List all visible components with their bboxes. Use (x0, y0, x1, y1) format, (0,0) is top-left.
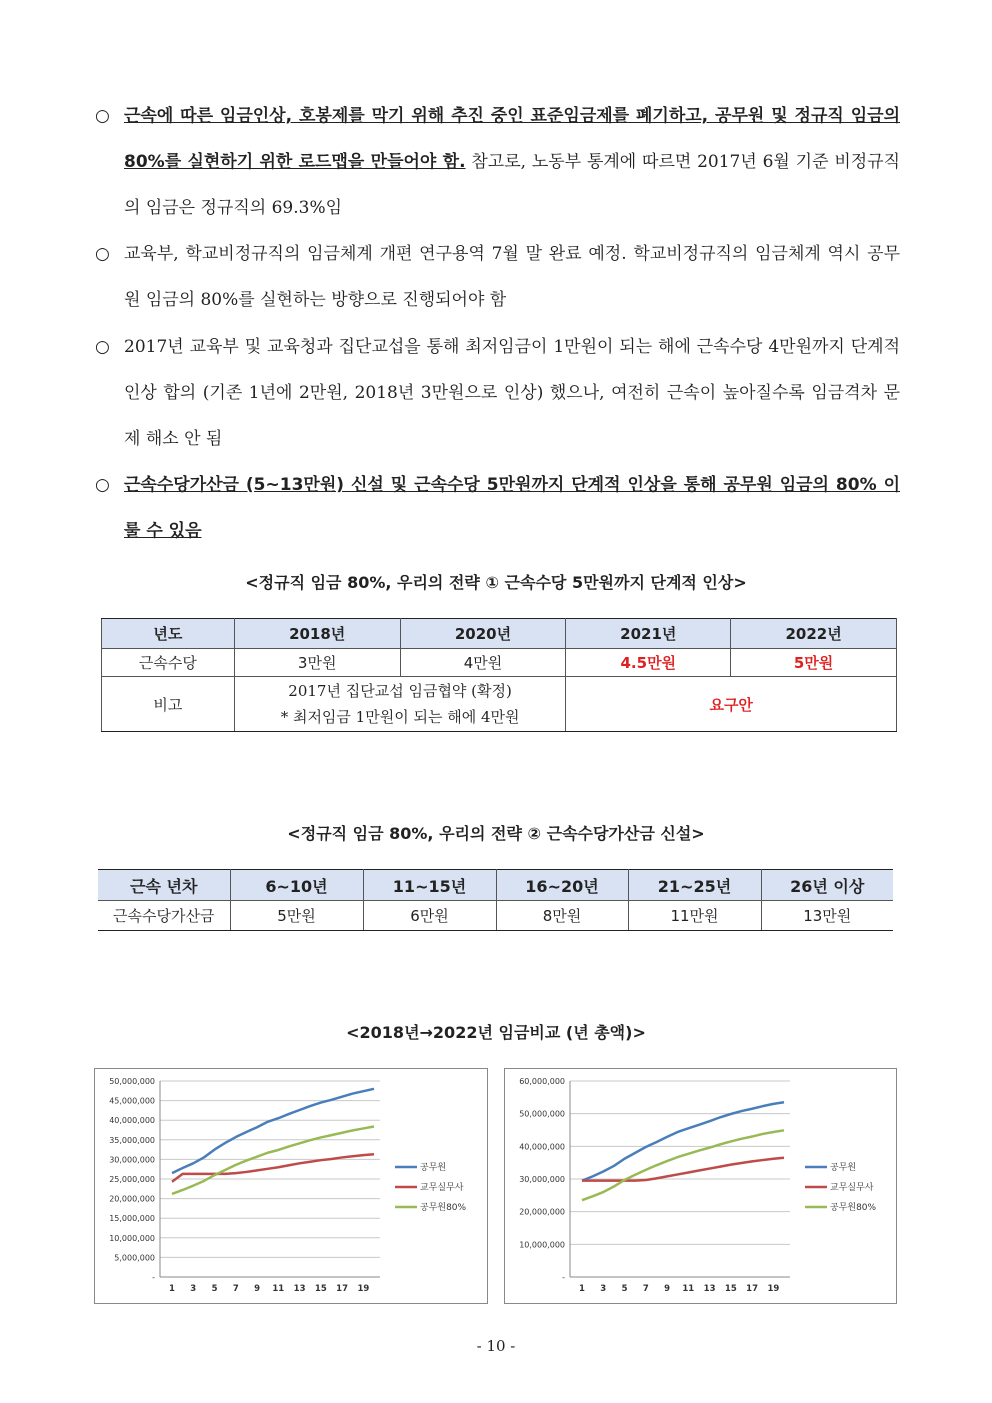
header-cell: 2022년 (731, 619, 897, 649)
allowance-plan-table (101, 618, 897, 732)
x-tick-label: 1 (169, 1284, 175, 1294)
y-tick-label: 20,000,000 (109, 1194, 155, 1204)
y-tick-label: - (562, 1273, 565, 1282)
header-cell: 근속 년차 (98, 870, 230, 901)
legend-label: 교무실무사 (420, 1183, 464, 1193)
x-tick-label: 3 (600, 1284, 607, 1294)
chart-caption: <2018년→2022년 임금비교 (년 총액)> (346, 1023, 646, 1042)
x-tick-label: 11 (272, 1284, 285, 1294)
y-tick-label: 40,000,000 (109, 1116, 155, 1126)
bullet-mark: ○ (95, 475, 110, 495)
note-line: 2017년 집단교섭 임금협약 (확정) (288, 682, 512, 700)
y-tick-label: 40,000,000 (519, 1142, 565, 1152)
page-number: - 10 - (476, 1337, 516, 1355)
table-cell: 8만원 (496, 901, 628, 931)
y-tick-label: 50,000,000 (109, 1077, 155, 1086)
legend-label: 공무원 (420, 1163, 447, 1173)
wage-chart-right (504, 1068, 897, 1304)
y-tick-label: 15,000,000 (109, 1214, 155, 1224)
row-label: 근속수당가산금 (98, 901, 230, 931)
table-cell: 5만원 (230, 901, 363, 931)
x-tick-label: 11 (682, 1284, 695, 1294)
legend-label: 교무실무사 (830, 1183, 874, 1193)
bullet-text: 교육부, 학교비정규직의 임금체계 개편 연구용역 7월 말 완료 예정. 학교비정규직의 임금체계 역시 공무원 임금의 80%를 실현하는 방향으로 진행되어야 함 (124, 244, 900, 310)
y-tick-label: 20,000,000 (519, 1207, 565, 1217)
bullet-text: 2017년 교육부 및 교육청과 집단교섭을 통해 최저임금이 1만원이 되는 해에 근속수당 4만원까지 단계적 인상 합의 (기존 1년에 2만원, 2018년 3만원으로 인상) 했으나, 여전히 근속이 높아질수록 임금격차 문제 해소 안 됨 (124, 337, 900, 449)
x-tick-label: 5 (621, 1284, 628, 1294)
x-tick-label: 15 (724, 1284, 737, 1294)
table-cell: 11만원 (628, 901, 761, 931)
x-tick-label: 9 (254, 1284, 261, 1294)
table-row (102, 649, 897, 677)
wage-chart-left (94, 1068, 488, 1304)
header-cell: 26년 이상 (761, 870, 893, 901)
x-tick-label: 1 (579, 1284, 585, 1294)
bullet-mark: ○ (95, 106, 110, 126)
table-cell: 4만원 (400, 649, 566, 677)
y-tick-label: 30,000,000 (519, 1175, 565, 1184)
bullet-item-4 (95, 462, 900, 554)
note-line: * 최저임금 1만원이 되는 해에 4만원 (280, 708, 520, 726)
header-cell: 16~20년 (496, 870, 628, 901)
table-header-row (102, 619, 897, 649)
y-tick-label: 10,000,000 (109, 1233, 155, 1243)
header-cell: 11~15년 (363, 870, 496, 901)
table2-caption: <정규직 임금 80%, 우리의 전략 ② 근속수당가산금 신설> (287, 824, 705, 843)
header-cell: 년도 (102, 619, 235, 649)
bullet-bold-text: 근속에 따른 임금인상, 호봉제를 막기 위해 추진 중인 표준임금제를 폐기하고, 공무원 및 정규직 임금의 80%를 실현하기 위한 로드맵을 만들어야 함. (124, 106, 900, 172)
x-tick-label: 17 (336, 1284, 349, 1294)
bullet-item-2 (95, 231, 900, 323)
y-tick-label: 5,000,000 (114, 1253, 155, 1263)
y-tick-label: 25,000,000 (109, 1175, 155, 1184)
table-header-row (98, 870, 893, 901)
bullet-item-1 (95, 93, 900, 231)
series-line (582, 1158, 784, 1181)
x-tick-label: 3 (190, 1284, 197, 1294)
x-tick-label: 19 (767, 1284, 780, 1294)
table-cell: 13만원 (761, 901, 893, 931)
series-line (172, 1089, 374, 1173)
header-cell: 21~25년 (628, 870, 761, 901)
bullet-text (124, 93, 900, 231)
header-cell: 6~10년 (230, 870, 363, 901)
y-tick-label: 10,000,000 (519, 1240, 565, 1250)
legend-label: 공무원80% (420, 1203, 467, 1213)
series-line (172, 1126, 374, 1193)
bullet-mark: ○ (95, 337, 110, 357)
y-tick-label: - (152, 1273, 155, 1282)
table-cell-highlight: 4.5만원 (566, 649, 731, 677)
x-tick-label: 7 (232, 1284, 239, 1294)
bullet-mark: ○ (95, 244, 110, 264)
header-cell: 2018년 (234, 619, 400, 649)
y-tick-label: 30,000,000 (109, 1155, 155, 1165)
wage-chart-right-svg (505, 1069, 896, 1303)
x-tick-label: 13 (703, 1284, 716, 1294)
allowance-bonus-table (98, 869, 893, 931)
y-tick-label: 35,000,000 (109, 1135, 155, 1145)
row-label: 근속수당 (102, 649, 235, 677)
legend-label: 공무원 (830, 1163, 857, 1173)
x-tick-label: 5 (211, 1284, 218, 1294)
series-line (582, 1130, 784, 1200)
table-cell: 3만원 (234, 649, 400, 677)
y-tick-label: 60,000,000 (519, 1077, 565, 1086)
bullet-item-3 (95, 324, 900, 462)
row-label: 비고 (102, 677, 235, 732)
wage-chart-left-svg (95, 1069, 487, 1303)
table-row (102, 677, 897, 732)
x-tick-label: 13 (293, 1284, 306, 1294)
demand-cell: 요구안 (566, 677, 897, 732)
x-tick-label: 15 (314, 1284, 327, 1294)
y-tick-label: 45,000,000 (109, 1096, 155, 1106)
bullet-plain-text: 참고로, 노동부 통계에 따르면 2017년 6월 기준 비정규직의 임금은 정규직의 69.3%임 (124, 152, 901, 218)
table-row (98, 901, 893, 931)
y-tick-label: 50,000,000 (519, 1109, 565, 1119)
header-cell: 2020년 (400, 619, 566, 649)
bullet-bold-text: 근속수당가산금 (5~13만원) 신설 및 근속수당 5만원까지 단계적 인상을 통해 공무원 임금의 80% 이룰 수 있음 (124, 475, 900, 541)
header-cell: 2021년 (566, 619, 731, 649)
x-tick-label: 19 (357, 1284, 370, 1294)
table-cell: 6만원 (363, 901, 496, 931)
table-cell-highlight: 5만원 (731, 649, 897, 677)
note-cell (234, 677, 566, 732)
legend-label: 공무원80% (830, 1203, 877, 1213)
x-tick-label: 17 (746, 1284, 759, 1294)
x-tick-label: 9 (664, 1284, 671, 1294)
table1-caption: <정규직 임금 80%, 우리의 전략 ① 근속수당 5만원까지 단계적 인상> (245, 573, 747, 592)
x-tick-label: 7 (642, 1284, 649, 1294)
